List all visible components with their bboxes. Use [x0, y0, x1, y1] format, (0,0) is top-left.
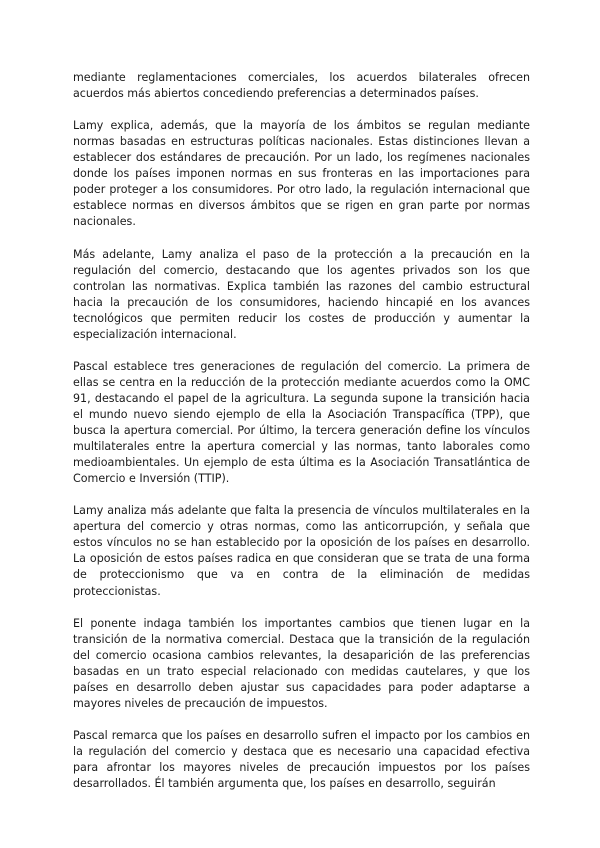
paragraph-1: mediante reglamentaciones comerciales, los acuerdos bilaterales ofrecen acuerdos más abiertos concediendo preferencias a determinados países.	[73, 71, 530, 101]
paragraph-7: Pascal remarca que los países en desarrollo sufren el impacto por los cambios en la regulación del comercio y destaca que es necesario una capacidad efectiva para afrontar los mayores niveles de precaución impuestos por los países desarrollados. Él también argumenta que, los países en desarrollo, seguirán	[73, 728, 530, 791]
paragraph-5: Lamy analiza más adelante que falta la presencia de vínculos multilaterales en la apertura del comercio y otras normas, como las anticorrupción, y señala que estos vínculos no se han establecido por la oposición de los países en desarrollo. La oposición de estos países radica en que consideran que se trata de una forma de proteccionismo que va en contra de la eliminación de medidas proteccionistas.	[73, 504, 530, 598]
paragraph-4: Pascal establece tres generaciones de regulación del comercio. La primera de ellas se centra en la reducción de la protección mediante acuerdos como la OMC 91, destacando el papel de la agricultura. La segunda supone la transición hacia el mundo nuevo siendo ejemplo de ella la Asociación Transpacífica (TPP), que busca la apertura comercial. Por último, la tercera generación define los vínculos multilaterales entre la apertura comercial y las normas, tanto laborales como medioambientales. Un ejemplo de esta última es la Asociación Transatlántica de Comercio e Inversión (TTIP).	[73, 359, 530, 486]
document-page	[73, 70, 530, 808]
paragraph-6: El ponente indaga también los importantes cambios que tienen lugar en la transición de la normativa comercial. Destaca que la transición de la regulación del comercio ocasiona cambios relevantes, la desaparición de las preferencias basadas en un trato especial relacionado con medidas cautelares, y que los países en desarrollo deben ajustar sus capacidades para poder adaptarse a mayores niveles de precaución de impuestos.	[73, 616, 530, 710]
paragraph-2: Lamy explica, además, que la mayoría de los ámbitos se regulan mediante normas basadas en estructuras políticas nacionales. Estas distinciones llevan a establecer dos estándares de precaución. Por un lado, los regímenes nacionales donde los países imponen normas en sus fronteras en las importaciones para poder proteger a los consumidores. Por otro lado, la regulación internacional que establece normas en diversos ámbitos que se rigen en gran parte por normas nacionales.	[73, 119, 530, 229]
paragraph-3: Más adelante, Lamy analiza el paso de la protección a la precaución en la regulación del comercio, destacando que los agentes privados son los que controlan las normativas. Explica también las razones del cambio estructural hacia la precaución de los consumidores, haciendo hincapié en los avances tecnológicos que permiten reducir los costes de producción y aumentar la especialización internacional.	[73, 247, 530, 341]
